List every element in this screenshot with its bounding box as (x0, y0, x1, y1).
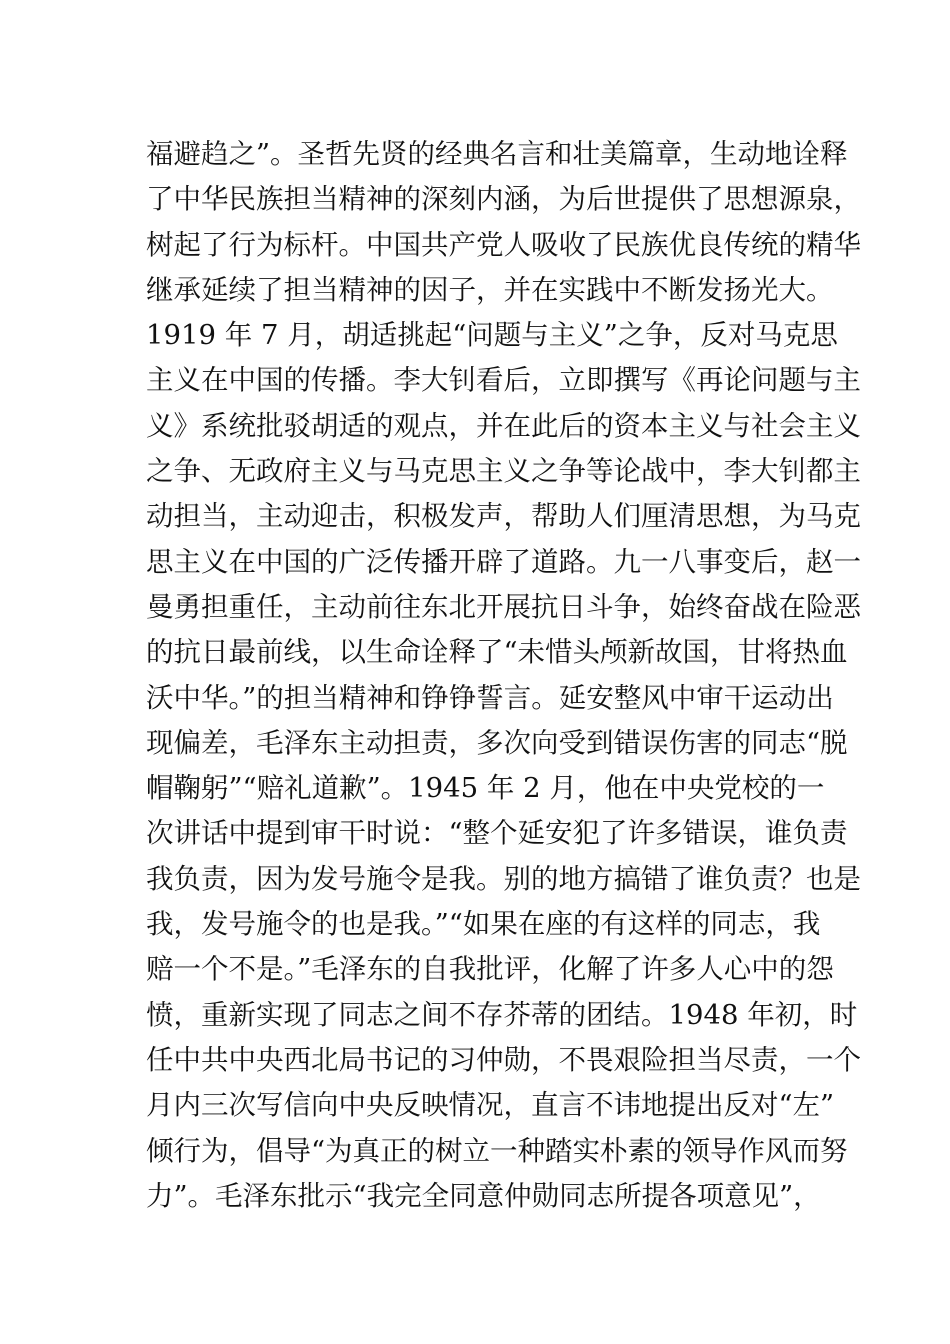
text-line: 我，发号施令的也是我。”“如果在座的有这样的同志，我 (146, 908, 821, 941)
text-line: 动担当，主动迎击，积极发声，帮助人们厘清思想，为马克 (146, 500, 861, 533)
body-text (146, 132, 861, 1219)
text-line: 次讲话中提到审干时说：“整个延安犯了许多错误，谁负责 (146, 817, 848, 850)
text-line: 帽鞠躬”“赔礼道歉”。1945 年 2 月，他在中央党校的一 (146, 772, 825, 805)
text-line: 树起了行为标杆。中国共产党人吸收了民族优良传统的精华 (146, 228, 861, 261)
text-line: 沃中华。”的担当精神和铮铮誓言。延安整风中审干运动出 (146, 681, 834, 714)
text-line: 福避趋之”。圣哲先贤的经典名言和壮美篇章，生动地诠释 (146, 138, 848, 170)
text-line: 愤，重新实现了同志之间不存芥蒂的团结。1948 年初，时 (146, 998, 858, 1031)
text-line: 继承延续了担当精神的因子，并在实践中不断发扬光大。 (146, 273, 834, 306)
text-line: 曼勇担重任，主动前往东北开展抗日斗争，始终奋战在险恶 (146, 590, 861, 623)
text-line: 倾行为，倡导“为真正的树立一种踏实朴素的领导作风而努 (146, 1134, 848, 1167)
text-line: 的抗日最前线，以生命诠释了“未惜头颅新故国，甘将热血 (146, 636, 848, 669)
text-line: 1919 年 7 月，胡适挑起“问题与主义”之争，反对马克思 (146, 319, 838, 352)
text-line: 月内三次写信向中央反映情况，直言不讳地提出反对“左” (146, 1089, 835, 1122)
text-line: 我负责，因为发号施令是我。别的地方搞错了谁负责？也是 (146, 862, 861, 895)
text-line: 现偏差，毛泽东主动担责，多次向受到错误伤害的同志“脱 (146, 726, 848, 759)
text-line: 之争、无政府主义与马克思主义之争等论战中，李大钊都主 (146, 455, 861, 488)
text-line: 力”。毛泽东批示“我完全同意仲勋同志所提各项意见”， (146, 1179, 821, 1212)
text-line: 义》系统批驳胡适的观点，并在此后的资本主义与社会主义 (146, 409, 861, 442)
text-line: 任中共中央西北局书记的习仲勋，不畏艰险担当尽责，一个 (146, 1043, 861, 1076)
text-line: 思主义在中国的广泛传播开辟了道路。九一八事变后，赵一 (146, 545, 861, 578)
text-line: 主义在中国的传播。李大钊看后，立即撰写《再论问题与主 (146, 364, 861, 397)
text-line: 了中华民族担当精神的深刻内涵，为后世提供了思想源泉， (146, 183, 861, 216)
text-line: 赔一个不是。”毛泽东的自我批评，化解了许多人心中的怨 (146, 953, 834, 986)
